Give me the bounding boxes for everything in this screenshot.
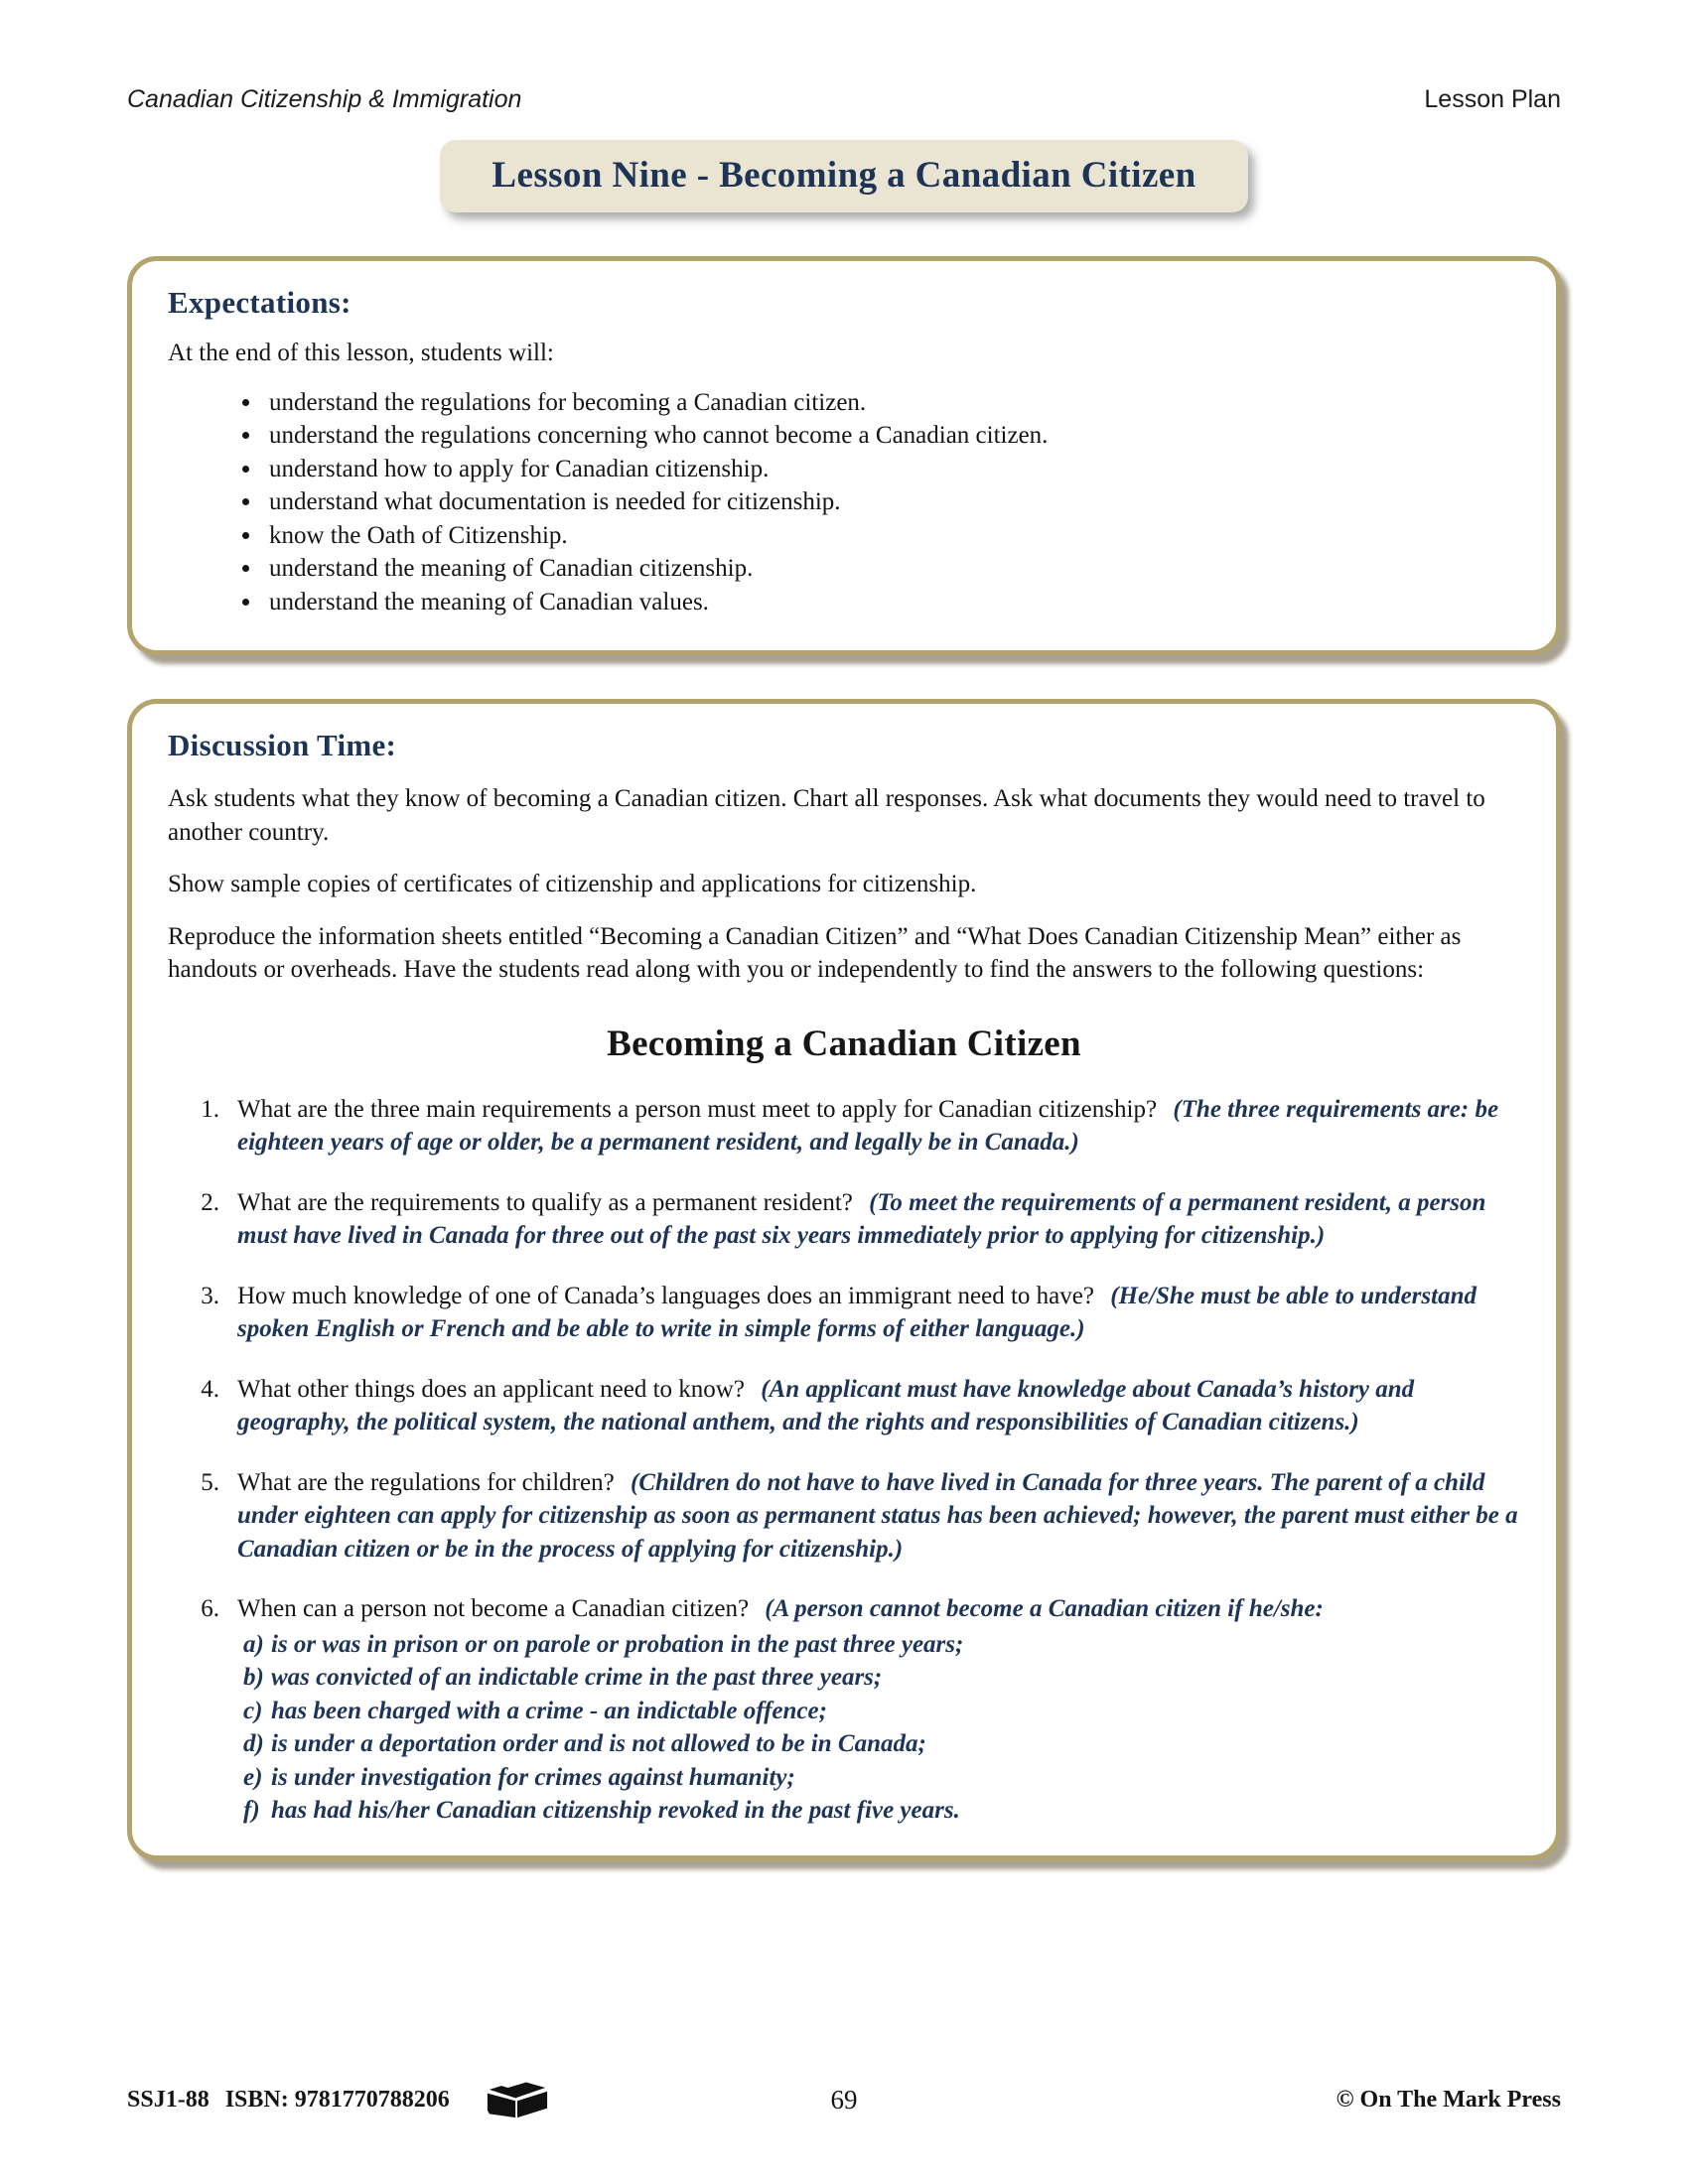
isbn-text: ISBN: 9781770788206 bbox=[224, 2086, 450, 2113]
answer-subitems bbox=[237, 1628, 1520, 1828]
product-code: SSJ1-88 bbox=[127, 2086, 210, 2113]
question-item bbox=[168, 1280, 1520, 1346]
question-number: 3. bbox=[201, 1282, 219, 1309]
subitem-letter: e) bbox=[243, 1763, 263, 1791]
subitem-text: was convicted of an indictable crime in the past three years; bbox=[271, 1664, 883, 1691]
answer-text: (The three requirements are: be eighteen years of age or older, be a permanent resident, and legally be in Canada.) bbox=[237, 1095, 1499, 1156]
subitem-letter: f) bbox=[243, 1797, 260, 1824]
expectations-heading: Expectations: bbox=[168, 285, 352, 320]
question-text: When can a person not become a Canadian citizen? bbox=[237, 1595, 750, 1622]
question-item bbox=[168, 1186, 1520, 1253]
subitem-text: has had his/her Canadian citizenship revoked in the past five years. bbox=[271, 1797, 960, 1824]
subitem-text: is or was in prison or on parole or probation in the past three years; bbox=[271, 1630, 964, 1658]
question-item bbox=[168, 1466, 1520, 1567]
header-subject: Canadian Citizenship & Immigration bbox=[127, 85, 522, 113]
question-text: What are the requirements to qualify as a permanent resident? bbox=[237, 1188, 853, 1216]
answer-text: (Children do not have to have lived in Canada for three years. The parent of a child under eighteen can apply for citizenship as soon as permanent status has been achieved; however, the parent must either be a Canadian citizen or be in the process of applying for citizenship.) bbox=[237, 1468, 1518, 1563]
discussion-heading: Discussion Time: bbox=[168, 728, 397, 762]
discussion-paragraph: Show sample copies of certificates of citizenship and applications for citizenship. bbox=[168, 871, 977, 897]
subitem-letter: c) bbox=[243, 1697, 263, 1724]
question-item bbox=[168, 1373, 1520, 1439]
lesson-title: Lesson Nine - Becoming a Canadian Citizen bbox=[492, 155, 1196, 196]
answer-text: (He/She must be able to understand spoken English or French and be able to write in simple forms of either language.) bbox=[237, 1282, 1477, 1342]
answer-text: (To meet the requirements of a permanent resident, a person must have lived in Canada for three out of the past six years immediately prior to applying for citizenship.) bbox=[237, 1188, 1486, 1249]
answer-text: (An applicant must have knowledge about Canada’s history and geography, the political system, the national anthem, and the rights and responsibilities of Canadian citizens.) bbox=[237, 1375, 1415, 1435]
question-number: 5. bbox=[201, 1468, 219, 1496]
discussion-box bbox=[127, 699, 1561, 1860]
answer-text: (A person cannot become a Canadian citizen if he/she: bbox=[765, 1595, 1324, 1622]
subitem-text: is under investigation for crimes against humanity; bbox=[271, 1763, 795, 1791]
discussion-paragraph: Reproduce the information sheets entitled “Becoming a Canadian Citizen” and “What Does Canadian Citizenship Mean” either as handouts or overheads. Have the students read along with you or independently to find the answers to the following questions: bbox=[168, 922, 1462, 983]
footer-right bbox=[1083, 2087, 1561, 2114]
expectation-item: • understand how to apply for Canadian citizenship. bbox=[263, 453, 1520, 486]
question-item bbox=[168, 1093, 1520, 1160]
question-list bbox=[168, 1093, 1520, 1828]
question-text: What are the three main requirements a person must meet to apply for Canadian citizenship? bbox=[237, 1095, 1158, 1123]
subitem-letter: b) bbox=[243, 1664, 264, 1691]
expectations-intro: At the end of this lesson, students will: bbox=[168, 340, 554, 366]
answer-subitem bbox=[237, 1628, 1520, 1662]
question-text: How much knowledge of one of Canada’s languages does an immigrant need to have? bbox=[237, 1282, 1094, 1309]
copier-icon bbox=[484, 2073, 551, 2126]
expectation-item: • understand the regulations for becoming a Canadian citizen. bbox=[263, 386, 1520, 420]
footer-center bbox=[605, 2085, 1082, 2116]
subitem-text: has been charged with a crime - an indictable offence; bbox=[271, 1697, 827, 1724]
expectations-box bbox=[127, 256, 1561, 655]
question-text: What other things does an applicant need to know? bbox=[237, 1375, 745, 1403]
subitem-letter: a) bbox=[243, 1630, 264, 1658]
subitem-text: is under a deportation order and is not allowed to be in Canada; bbox=[271, 1730, 926, 1757]
subitem-letter: d) bbox=[243, 1730, 264, 1757]
answer-subitem bbox=[237, 1794, 1520, 1828]
page-header bbox=[127, 0, 1561, 114]
answer-subitem bbox=[237, 1761, 1520, 1795]
worksheet-title: Becoming a Canadian Citizen bbox=[607, 1023, 1081, 1064]
expectation-item: • understand the meaning of Canadian values. bbox=[263, 586, 1520, 619]
question-number: 6. bbox=[201, 1595, 219, 1622]
question-number: 2. bbox=[201, 1188, 219, 1216]
question-number: 1. bbox=[201, 1095, 219, 1123]
answer-subitem bbox=[237, 1661, 1520, 1695]
expectation-item: • understand what documentation is needed for citizenship. bbox=[263, 485, 1520, 519]
answer-subitem bbox=[237, 1727, 1520, 1761]
question-item bbox=[168, 1592, 1520, 1828]
question-text: What are the regulations for children? bbox=[237, 1468, 615, 1496]
discussion-paragraphs bbox=[168, 782, 1520, 987]
answer-subitem bbox=[237, 1695, 1520, 1728]
footer-left bbox=[127, 2073, 605, 2126]
discussion-paragraph: Ask students what they know of becoming a Canadian citizen. Chart all responses. Ask what documents they would need to travel to another country. bbox=[168, 785, 1485, 846]
expectation-item: • understand the regulations concerning who cannot become a Canadian citizen. bbox=[263, 419, 1520, 453]
page-number: 69 bbox=[830, 2084, 858, 2115]
copyright-text: © On The Mark Press bbox=[1336, 2086, 1561, 2113]
question-number: 4. bbox=[201, 1375, 219, 1403]
expectations-list bbox=[263, 386, 1520, 619]
header-doc-type: Lesson Plan bbox=[1424, 85, 1561, 113]
expectation-item: • understand the meaning of Canadian citizenship. bbox=[263, 552, 1520, 586]
page-footer bbox=[127, 2073, 1561, 2126]
expectation-item: • know the Oath of Citizenship. bbox=[263, 519, 1520, 553]
lesson-title-banner bbox=[440, 140, 1247, 212]
